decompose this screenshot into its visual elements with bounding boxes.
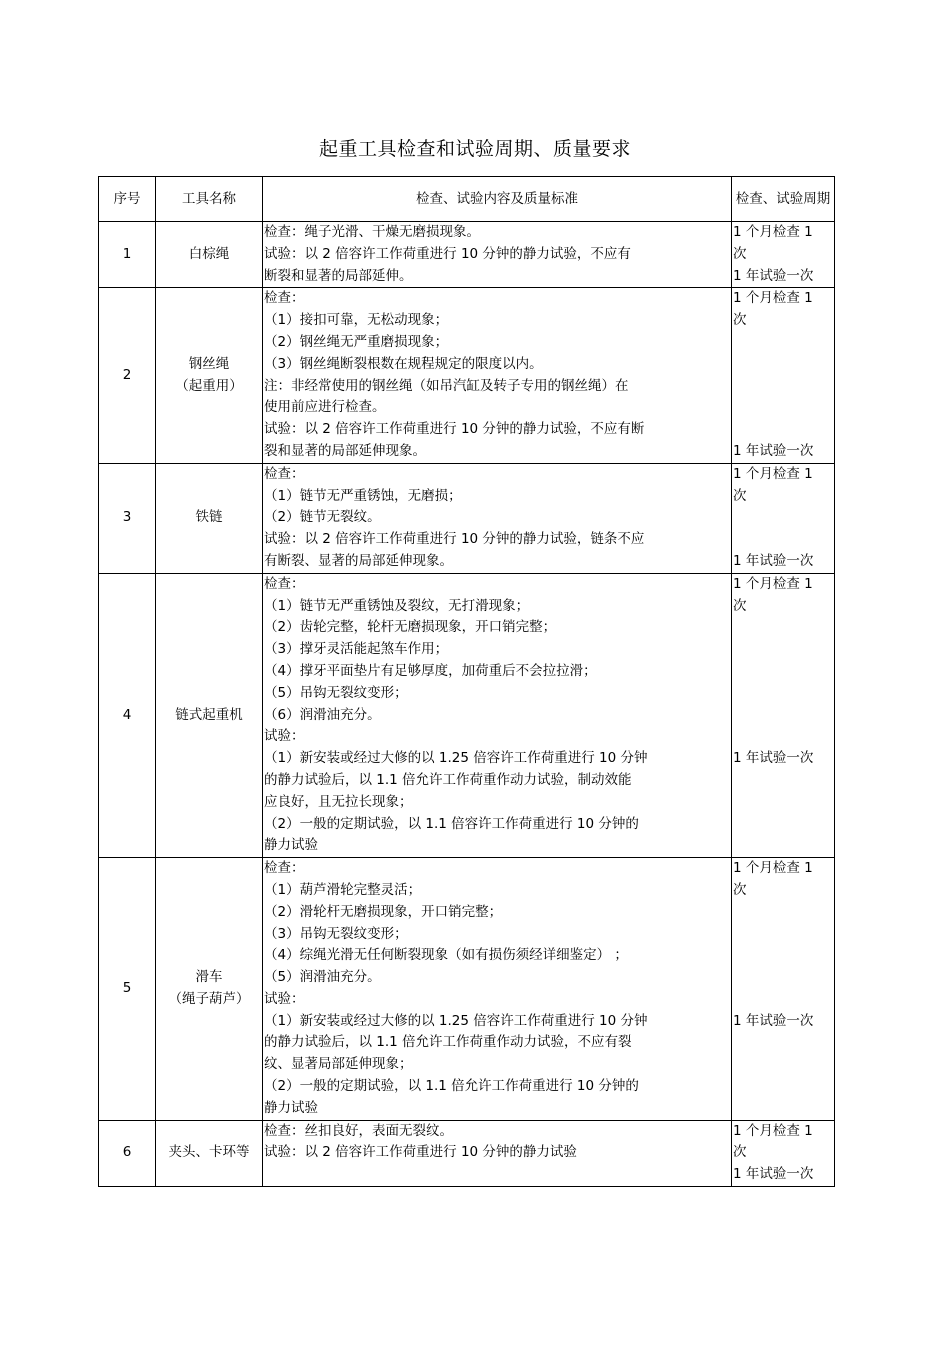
content-line: 检查： <box>264 290 305 307</box>
content-line: 试验：以 2 倍容许工作荷重进行 10 分钟的静力试验，链条不应 <box>264 531 645 548</box>
content-line: （2）链节无裂纹。 <box>264 509 381 526</box>
content-line: （2）一般的定期试验，以 1.1 倍容许工作荷重进行 10 分钟的 <box>264 815 639 832</box>
period-line: 1 年试验一次 <box>733 1166 814 1183</box>
inspection-content <box>263 463 732 573</box>
tool-name <box>156 1120 263 1186</box>
period-line: 1 个月检查 1 <box>733 465 813 482</box>
period-line: 1 个月检查 1 <box>733 860 813 877</box>
content-line: 试验： <box>264 728 305 745</box>
content-line: （1）链节无严重锈蚀及裂纹，无打滑现象； <box>264 597 530 614</box>
content-line: （1）新安装或经过大修的以 1.25 倍容许工作荷重进行 10 分钟 <box>264 750 648 767</box>
content-line: （2）齿轮完整，轮杆无磨损现象，开口销完整； <box>264 619 557 636</box>
content-line: （5）吊钩无裂纹变形； <box>264 684 408 701</box>
period-line: 次 <box>733 245 747 262</box>
tool-name-line: （绳子葫芦） <box>168 990 250 1007</box>
content-line: 应良好，且无拉长现象； <box>264 793 413 810</box>
table-row <box>99 222 835 288</box>
inspection-period <box>732 463 835 573</box>
content-line: （1）接扣可靠，无松动现象； <box>264 312 449 329</box>
content-line: 检查： <box>264 860 305 877</box>
table-row <box>99 1120 835 1186</box>
inspection-period <box>732 222 835 288</box>
content-line: （1）新安装或经过大修的以 1.25 倍容许工作荷重进行 10 分钟 <box>264 1012 648 1029</box>
tool-name-line: （起重用） <box>175 377 243 394</box>
period-line: 次 <box>733 487 747 504</box>
inspection-content <box>263 1120 732 1186</box>
content-line: 试验：以 2 倍容许工作荷重进行 10 分钟的静力试验，不应有断 <box>264 421 645 438</box>
inspection-table <box>98 176 835 1187</box>
tool-name-line: 链式起重机 <box>175 706 243 723</box>
period-line: 次 <box>733 881 747 898</box>
inspection-period <box>732 858 835 1121</box>
content-line: 静力试验 <box>264 1099 318 1116</box>
header-content: 检查、试验内容及质量标准 <box>263 177 732 222</box>
inspection-period <box>732 573 835 857</box>
tool-name <box>156 463 263 573</box>
inspection-period <box>732 1120 835 1186</box>
row-number: 3 <box>99 463 156 573</box>
content-line: 裂和显著的局部延伸现象。 <box>264 442 426 459</box>
content-line: （3）撑牙灵活能起煞车作用； <box>264 641 449 658</box>
content-line: （3）吊钩无裂纹变形； <box>264 925 408 942</box>
period-line: 1 年试验一次 <box>733 750 814 767</box>
content-line: 纹、显著局部延伸现象； <box>264 1056 413 1073</box>
period-line: 1 个月检查 1 <box>733 1122 813 1139</box>
header-no: 序号 <box>99 177 156 222</box>
period-line: 1 年试验一次 <box>733 552 814 569</box>
tool-name <box>156 573 263 857</box>
content-line: 试验： <box>264 990 305 1007</box>
table-row <box>99 573 835 857</box>
content-line: 的静力试验后，以 1.1 倍允许工作荷重作动力试验，制动效能 <box>264 771 632 788</box>
tool-name <box>156 222 263 288</box>
row-number: 2 <box>99 288 156 463</box>
content-line: 检查：绳子光滑、干燥无磨损现象。 <box>264 224 480 240</box>
page-title: 起重工具检查和试验周期、质量要求 <box>318 138 631 160</box>
content-line: 静力试验 <box>264 837 318 854</box>
content-line: （4）撑牙平面垫片有足够厚度，加荷重后不会拉拉滑； <box>264 662 597 679</box>
period-line: 1 年试验一次 <box>733 267 814 284</box>
period-line: 次 <box>733 1144 747 1161</box>
content-line: （3）钢丝绳断裂根数在规程规定的限度以内。 <box>264 355 543 372</box>
inspection-content <box>263 288 732 463</box>
content-line: （1）链节无严重锈蚀，无磨损； <box>264 487 462 504</box>
inspection-content <box>263 573 732 857</box>
content-line: 检查： <box>264 465 305 482</box>
inspection-content <box>263 858 732 1121</box>
table-row <box>99 288 835 463</box>
row-number: 4 <box>99 573 156 857</box>
content-line: 使用前应进行检查。 <box>264 399 386 416</box>
tool-name <box>156 858 263 1121</box>
row-number: 1 <box>99 222 156 288</box>
period-line: 1 个月检查 1 <box>733 290 813 307</box>
tool-name <box>156 288 263 463</box>
content-line: （6）润滑油充分。 <box>264 706 381 723</box>
table-header-row <box>99 177 835 222</box>
tool-name-line: 钢丝绳 <box>188 355 230 372</box>
header-name: 工具名称 <box>156 177 263 222</box>
row-number: 6 <box>99 1120 156 1186</box>
content-line: 检查： <box>264 575 305 592</box>
row-number: 5 <box>99 858 156 1121</box>
inspection-period <box>732 288 835 463</box>
period-line: 1 年试验一次 <box>733 1012 814 1029</box>
content-line: 试验：以 2 倍容许工作荷重进行 10 分钟的静力试验 <box>264 1144 577 1161</box>
content-line: 检查：丝扣良好，表面无裂纹。 <box>264 1122 453 1139</box>
content-line: 的静力试验后，以 1.1 倍允许工作荷重作动力试验，不应有裂 <box>264 1034 632 1051</box>
period-line: 1 个月检查 1 <box>733 575 813 592</box>
table-row <box>99 858 835 1121</box>
content-line: （1）葫芦滑轮完整灵活； <box>264 881 422 898</box>
inspection-content <box>263 222 732 288</box>
tool-name-line: 夹头、卡环等 <box>168 1144 250 1161</box>
period-line: 次 <box>733 597 747 614</box>
tool-name-line: 滑车 <box>195 969 223 986</box>
content-line: （4）综绳光滑无任何断裂现象（如有损伤须经详细鉴定） ； <box>264 947 628 964</box>
content-line: （2）一般的定期试验，以 1.1 倍允许工作荷重进行 10 分钟的 <box>264 1078 639 1095</box>
content-line: 注：非经常使用的钢丝绳（如吊汽缸及转子专用的钢丝绳）在 <box>264 377 629 394</box>
period-line: 次 <box>733 312 747 329</box>
period-line: 1 年试验一次 <box>733 442 814 459</box>
content-line: （2）钢丝绳无严重磨损现象； <box>264 333 449 350</box>
content-line: 有断裂、显著的局部延伸现象。 <box>264 552 453 569</box>
header-period: 检查、试验周期 <box>732 177 835 222</box>
table-row <box>99 463 835 573</box>
tool-name-line: 白棕绳 <box>188 245 230 262</box>
tool-name-line: 铁链 <box>195 509 223 526</box>
content-line: 试验：以 2 倍容许工作荷重进行 10 分钟的静力试验，不应有 <box>264 245 631 262</box>
content-line: （5）润滑油充分。 <box>264 969 381 986</box>
table-body <box>99 222 835 1187</box>
content-line: （2）滑轮杆无磨损现象，开口销完整； <box>264 903 503 920</box>
period-line: 1 个月检查 1 <box>733 224 813 240</box>
content-line: 断裂和显著的局部延伸。 <box>264 267 413 284</box>
